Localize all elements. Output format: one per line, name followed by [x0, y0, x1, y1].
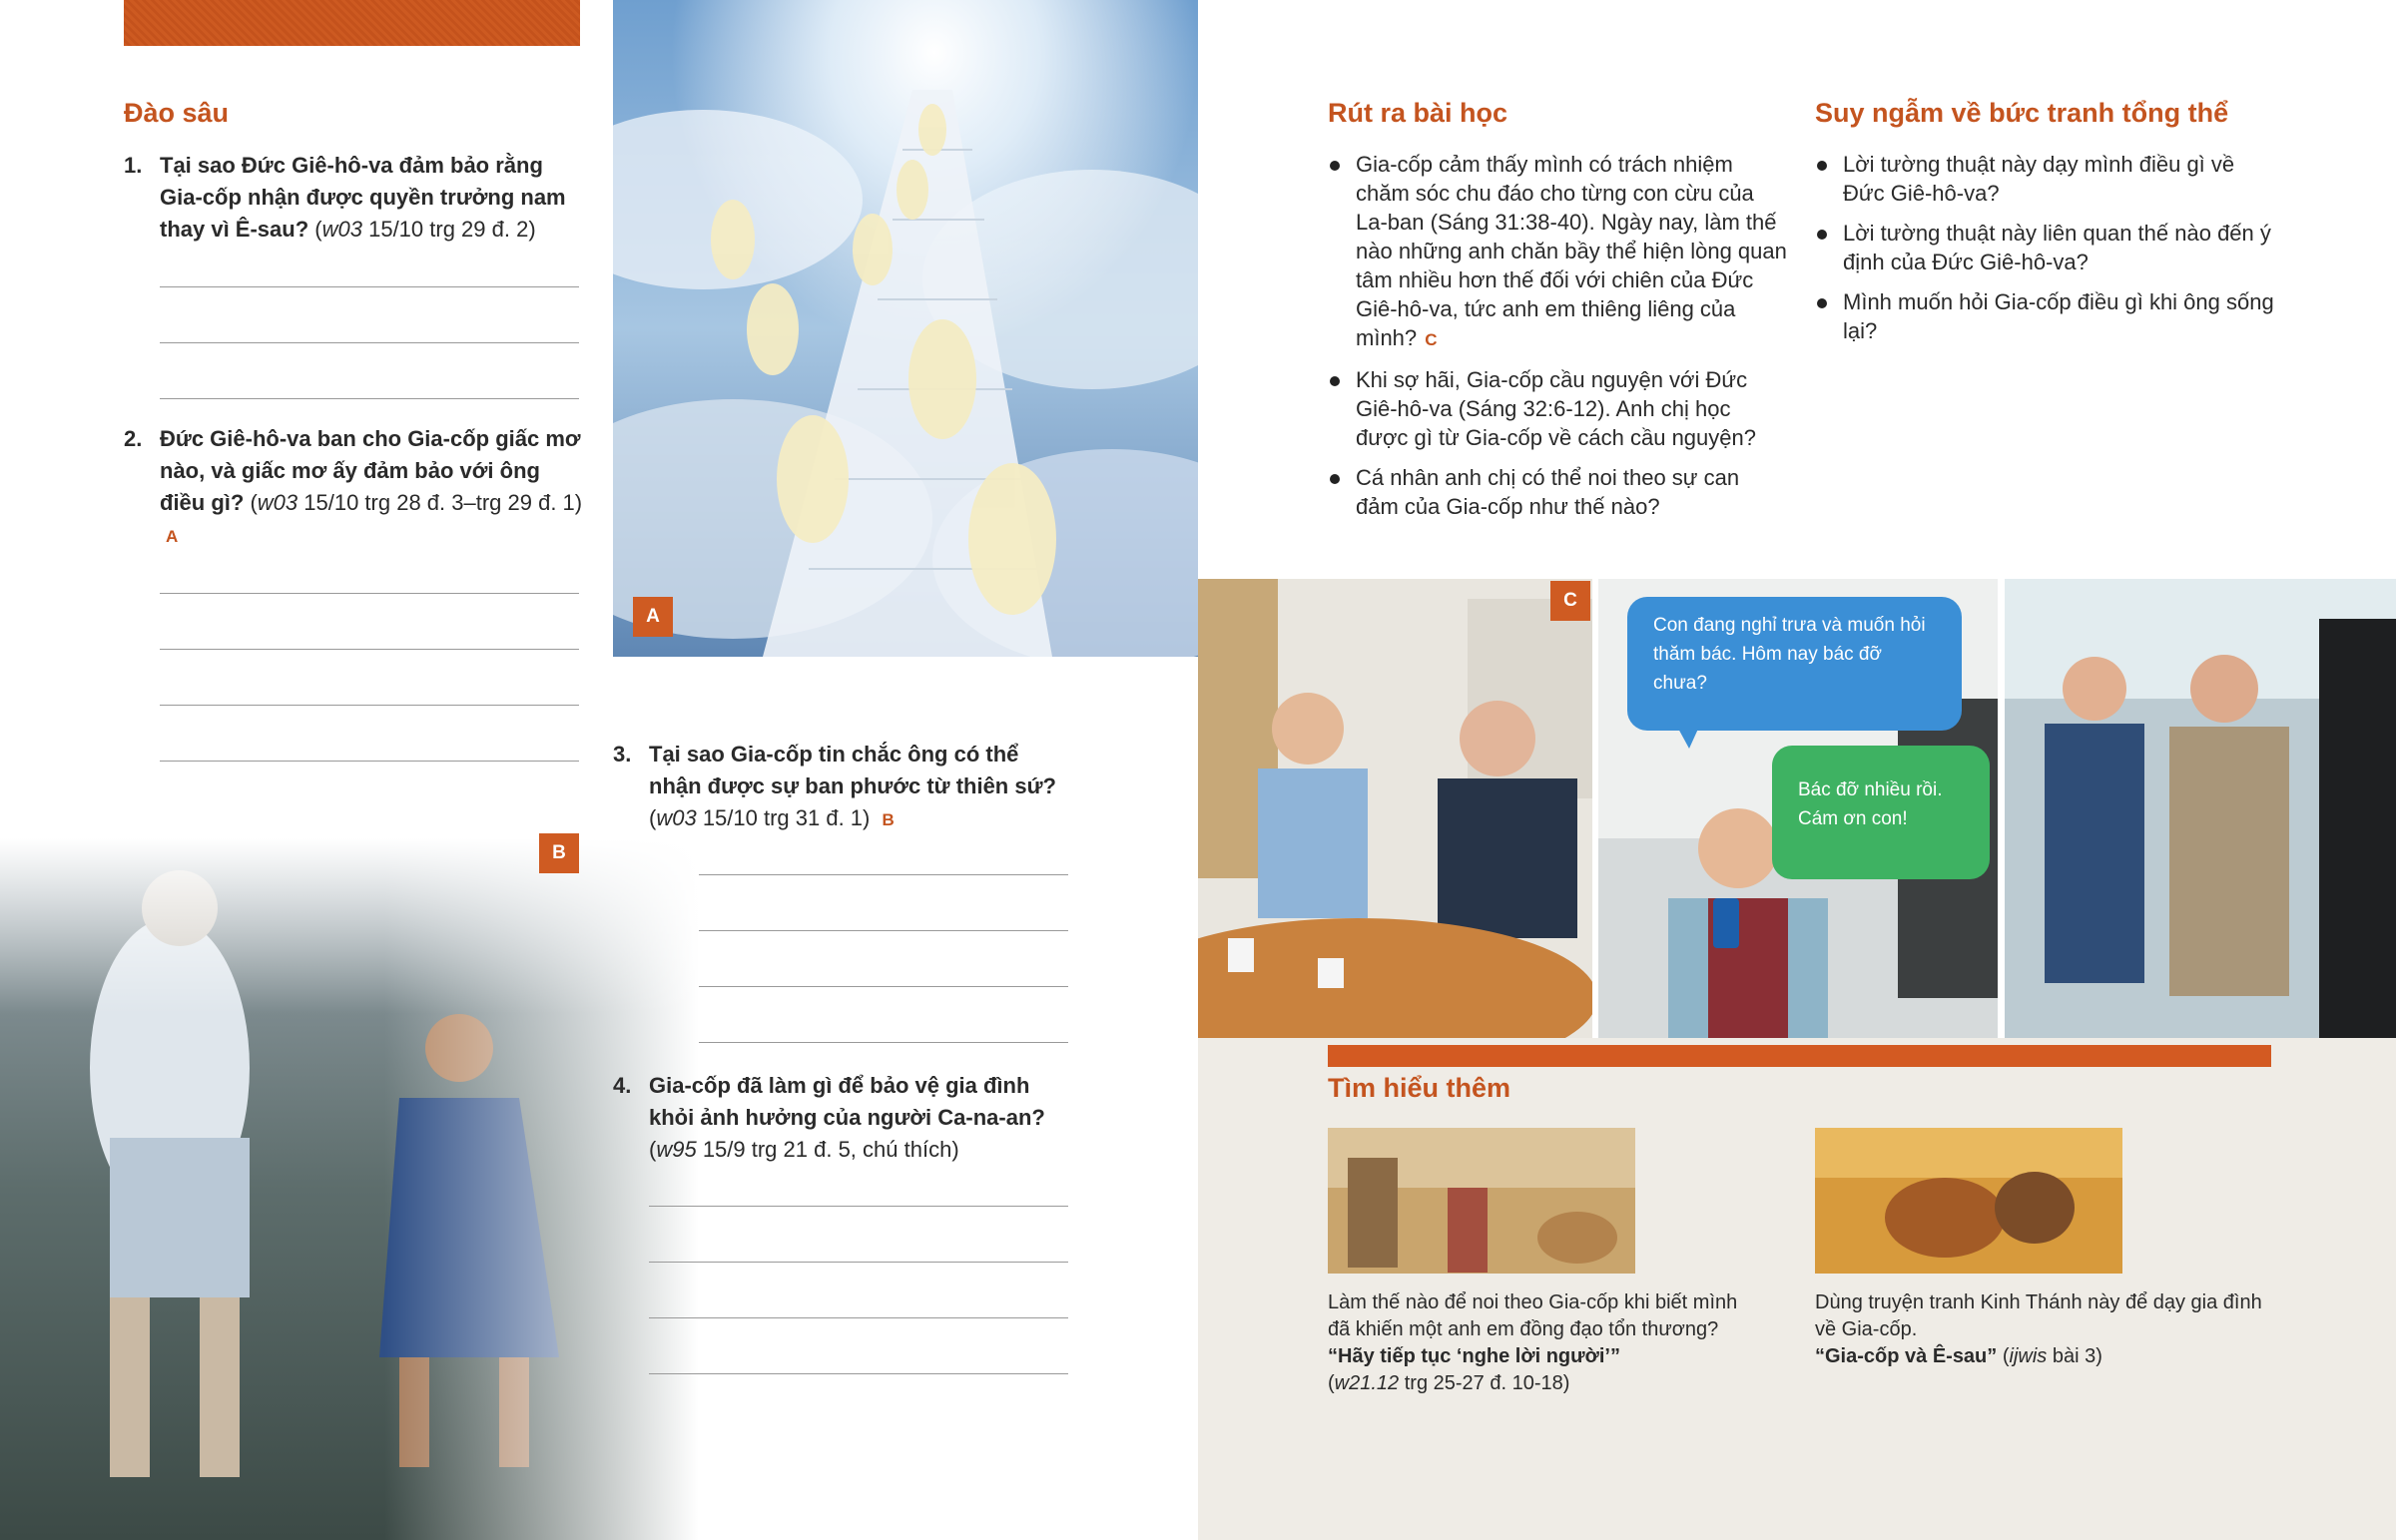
picture-label-c: C [1550, 581, 1590, 621]
picture-tag-b: B [882, 810, 895, 829]
learn-more-question: Làm thế nào để noi theo Gia-cốp khi biết mình đã khiến một anh em đồng đạo tổn thương? [1328, 1291, 1738, 1340]
picture-label-b: B [539, 833, 579, 873]
illustration-jacob-wrestling-angel [0, 838, 699, 1540]
question-number: 3. [613, 742, 632, 767]
answer-line[interactable] [649, 874, 1068, 875]
section-title-suy-ngam: Suy ngẫm về bức tranh tổng thể [1815, 98, 2229, 128]
question-2: 2. Đức Giê-hô-va ban cho Gia-cốp giấc mơ nào, và giấc mơ ấy đảm bảo với ông điều gì? (w03 15/10 trg 28 đ. 3–trg 29 đ. 1) A [124, 423, 583, 553]
ref-detail: 15/10 trg 31 đ. 1 [702, 805, 864, 830]
illustration-jacobs-ladder [613, 0, 1198, 657]
ref-publication: w95 [656, 1137, 697, 1162]
answer-line[interactable] [160, 649, 579, 650]
orange-header-band [124, 0, 580, 46]
answer-line[interactable] [649, 1317, 1068, 1318]
photo-art-1 [1198, 579, 1592, 1038]
reflect-bullet: Mình muốn hỏi Gia-cốp điều gì khi ông sống lại? [1815, 287, 2274, 345]
question-text: Đức Giê-hô-va ban cho Gia-cốp giấc mơ nào, và giấc mơ ấy đảm bảo với ông điều gì? [160, 426, 581, 515]
question-4: 4. Gia-cốp đã làm gì để bảo vệ gia đình khỏi ảnh hưởng của người Ca-na-an? (w95 15/9 trg 21 đ. 5, chú thích) [613, 1070, 1072, 1166]
picture-label-a: A [633, 597, 673, 637]
ref-publication: w03 [321, 217, 362, 242]
thumbnail-forgiveness-article[interactable] [1328, 1128, 1635, 1274]
learn-more-item-1: Làm thế nào để noi theo Gia-cốp khi biết mình đã khiến một anh em đồng đạo tổn thương? “Hãy tiếp tục ‘nghe lời người’” (w21.12 trg 25-27 đ. 10-18) [1328, 1289, 1757, 1397]
reflect-bullet: Lời tường thuật này liên quan thế nào đến ý định của Đức Giê-hô-va? [1815, 219, 2274, 276]
learn-more-bar [1328, 1045, 2271, 1067]
reflect-bullet-list [1815, 150, 2274, 356]
picture-tag-c: C [1425, 330, 1438, 349]
chat-bubble-tail [1677, 727, 1699, 749]
lesson-bullet: Cá nhân anh chị có thể noi theo sự can đảm của Gia-cốp như thế nào? [1328, 463, 1787, 521]
question-3: 3. Tại sao Gia-cốp tin chắc ông có thể nhận được sự ban phước từ thiên sứ? (w03 15/10 trg 31 đ. 1) B [613, 739, 1072, 836]
ladder-art [613, 0, 1198, 657]
section-title-tim-hieu-them: Tìm hiểu thêm [1328, 1073, 1511, 1103]
learn-more-link[interactable]: “Hãy tiếp tục ‘nghe lời người’” [1328, 1345, 1620, 1367]
answer-line[interactable] [160, 286, 579, 287]
photo-elders-talking [1198, 579, 1592, 1038]
photo-art-3 [2005, 579, 2396, 1038]
answer-line[interactable] [649, 1042, 1068, 1043]
learn-more-link[interactable]: “Gia-cốp và Ê-sau” [1815, 1345, 1998, 1367]
ref-publication: w21.12 [1334, 1372, 1400, 1394]
question-number: 2. [124, 426, 143, 451]
ref-detail: 15/10 trg 29 đ. 2 [368, 217, 529, 242]
ref-publication: w03 [257, 490, 299, 515]
question-number: 4. [613, 1073, 632, 1098]
question-text: Gia-cốp đã làm gì để bảo vệ gia đình khỏi ảnh hưởng của người Ca-na-an? [649, 1073, 1045, 1130]
answer-line[interactable] [649, 1373, 1068, 1374]
lesson-bullet: Khi sợ hãi, Gia-cốp cầu nguyện với Đức Giê-hô-va (Sáng 32:6-12). Anh chị học được gì từ Gia-cốp về cách cầu nguyện? [1328, 365, 1787, 452]
ref-detail: trg 25-27 đ. 10-18 [1404, 1372, 1563, 1394]
question-1: 1. Tại sao Đức Giê-hô-va đảm bảo rằng Gia-cốp nhận được quyền trưởng nam thay vì Ê-sau? (w03 15/10 trg 29 đ. 2) [124, 150, 583, 246]
question-number: 1. [124, 153, 143, 178]
question-text: Tại sao Đức Giê-hô-va đảm bảo rằng Gia-cốp nhận được quyền trưởng nam thay vì Ê-sau? [160, 153, 566, 242]
chat-bubble-reply: Bác đỡ nhiều rồi. Cám ơn con! [1772, 746, 1990, 879]
ref-publication: ijwis [2009, 1345, 2048, 1367]
answer-line[interactable] [160, 593, 579, 594]
answer-line[interactable] [160, 398, 579, 399]
thumbnail-art-2 [1815, 1128, 2122, 1274]
chat-bubble-message: Con đang nghỉ trưa và muốn hỏi thăm bác. Hôm nay bác đỡ chưa? [1627, 597, 1962, 731]
section-title-rut-ra-bai-hoc: Rút ra bài học [1328, 98, 1508, 128]
lesson-bullet: Gia-cốp cảm thấy mình có trách nhiệm chăm sóc chu đáo cho từng con cừu của La-ban (Sáng 31:38-40). Ngày nay, làm thế nào những anh chăn bầy thể hiện lòng quan tâm nhiều hơn thế đối với chiên của Đức Giê-hô-va, tức anh em thiêng liêng của mình? C [1328, 150, 1787, 354]
photo-greeting-visitor [2005, 579, 2396, 1038]
learn-more-question: Dùng truyện tranh Kinh Thánh này để dạy gia đình về Gia-cốp. [1815, 1291, 2262, 1340]
section-title-dao-sau: Đào sâu [124, 98, 230, 128]
answer-line[interactable] [649, 1206, 1068, 1207]
reflect-bullet: Lời tường thuật này dạy mình điều gì về Đức Giê-hô-va? [1815, 150, 2274, 208]
thumbnail-bible-comic[interactable] [1815, 1128, 2122, 1274]
lesson-bullet-list [1328, 150, 1787, 532]
ref-detail: bài 3 [2052, 1345, 2096, 1367]
answer-line[interactable] [649, 930, 1068, 931]
answer-line[interactable] [649, 986, 1068, 987]
answer-line[interactable] [160, 342, 579, 343]
ref-publication: w03 [656, 805, 697, 830]
answer-line[interactable] [160, 705, 579, 706]
ref-detail: 15/9 trg 21 đ. 5, chú thích [702, 1137, 952, 1162]
answer-line[interactable] [160, 761, 579, 762]
answer-line[interactable] [649, 1262, 1068, 1263]
wrestling-art [0, 838, 699, 1540]
thumbnail-art-1 [1328, 1128, 1635, 1274]
question-text: Tại sao Gia-cốp tin chắc ông có thể nhận được sự ban phước từ thiên sứ? [649, 742, 1056, 798]
picture-tag-a: A [166, 527, 179, 546]
ref-detail: 15/10 trg 28 đ. 3–trg 29 đ. 1 [303, 490, 575, 515]
learn-more-item-2: Dùng truyện tranh Kinh Thánh này để dạy gia đình về Gia-cốp. “Gia-cốp và Ê-sau” (ijwis bài 3) [1815, 1289, 2284, 1370]
